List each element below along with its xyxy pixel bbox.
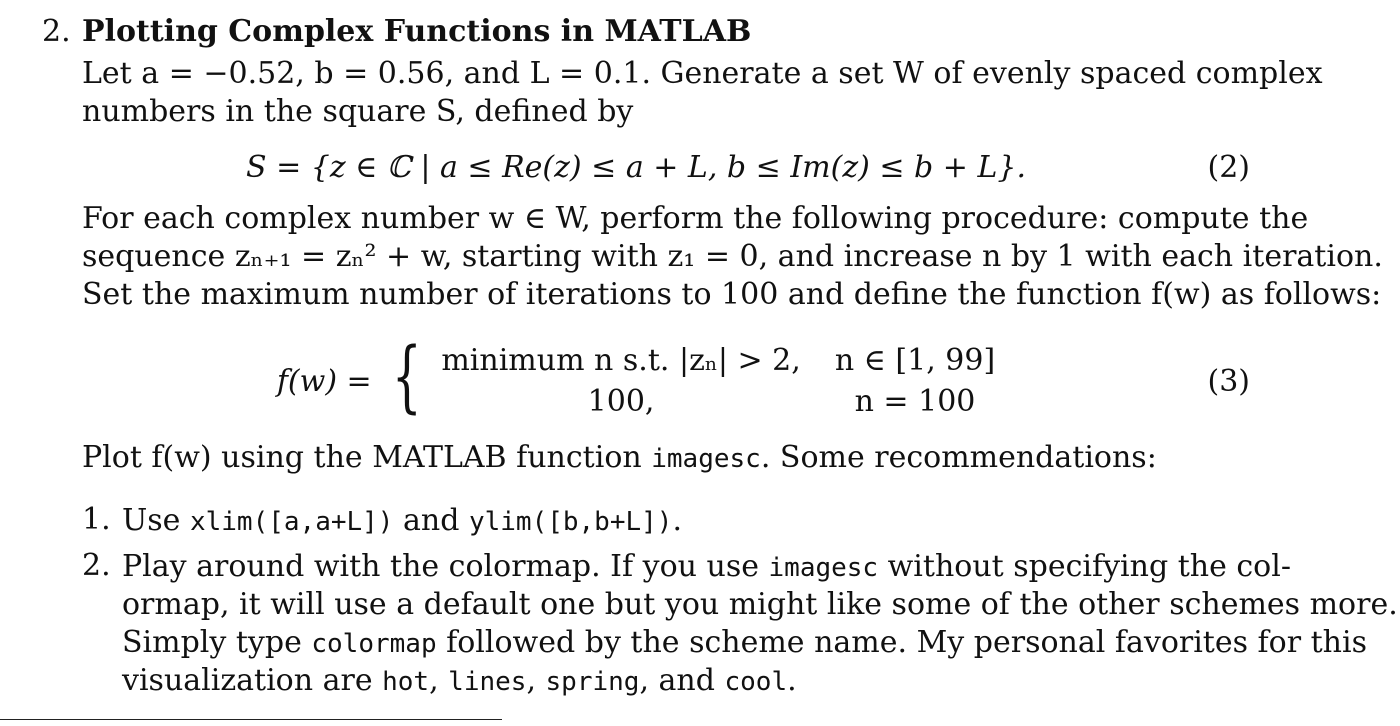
case-1-value: minimum n s.t. |zₙ| > 2, [441, 343, 801, 378]
footnote-rule [0, 719, 502, 720]
piecewise-definition [276, 332, 996, 422]
list-item-2-line-2: ormap, it will use a default one but you might like some of the other schemes more. [122, 587, 1398, 622]
list-2-l4-a: visualization are [122, 663, 383, 698]
list-item-1 [82, 502, 1250, 542]
list-1-use: Use [122, 503, 190, 538]
list-number-2: 2. [82, 548, 111, 583]
equation-3-number: (3) [1207, 363, 1250, 399]
code-ylim: ylim([b,b+L]) [468, 507, 673, 537]
list-2-l1-a: Play around with the colormap. If you use [122, 549, 769, 584]
equation-3-lhs: f(w) = [276, 363, 372, 399]
list-1-and: and [393, 503, 469, 538]
list-item-2-line-4 [122, 662, 1250, 701]
procedure-line-1: For each complex number w ∈ W, perform the following procedure: compute the [82, 201, 1309, 236]
list-item-2-line-3 [122, 624, 1367, 663]
code-lines: lines [448, 667, 527, 697]
procedure-line-3: Set the maximum number of iterations to 100 and define the function f(w) as follows: [82, 277, 1382, 312]
list-1-end: . [672, 503, 682, 538]
code-spring: spring [545, 667, 640, 697]
intro-line-1: Let a = −0.52, b = 0.56, and L = 0.1. Generate a set W of evenly spaced complex [82, 56, 1323, 91]
plot-instruction [82, 440, 1157, 475]
equation-3 [82, 332, 1250, 426]
list-2-sep-1: , [429, 663, 449, 698]
code-cool: cool [724, 667, 788, 697]
list-2-end: . [787, 663, 797, 698]
code-imagesc-2: imagesc [768, 553, 879, 583]
equation-2 [82, 145, 1250, 189]
list-2-l3-b: followed by the scheme name. My personal favorites for this [436, 625, 1367, 660]
list-2-l1-b: without specifying the col- [878, 549, 1291, 584]
list-2-sep-2: , [526, 663, 546, 698]
equation-3-body [82, 332, 1190, 422]
equation-2-body: S = {z ∈ ℂ | a ≤ Re(z) ≤ a + L, b ≤ Im(z) ≤ b + L}. [245, 149, 1027, 185]
list-2-sep-3: , and [639, 663, 725, 698]
case-2-condition: n = 100 [854, 384, 976, 419]
list-item-2 [82, 548, 1398, 708]
case-2-value: 100, [587, 384, 655, 419]
procedure-line-2: sequence zₙ₊₁ = zₙ² + w, starting with z₁ = 0, and increase n by 1 with each iteration. [82, 239, 1383, 274]
cases-grid [441, 343, 995, 419]
plot-instruction-tail: . Some recommendations: [760, 440, 1157, 475]
plot-instruction-text: Plot f(w) using the MATLAB function [82, 440, 652, 475]
section-title: Plotting Complex Functions in MATLAB [82, 14, 752, 49]
code-imagesc: imagesc [651, 444, 761, 474]
list-number-1: 1. [82, 502, 111, 537]
equation-2-number: (2) [1207, 149, 1250, 185]
section-number: 2. [42, 14, 71, 49]
code-hot: hot [382, 667, 430, 697]
case-1-condition: n ∈ [1, 99] [834, 343, 996, 378]
code-xlim: xlim([a,a+L]) [189, 507, 394, 537]
left-brace: { [391, 332, 422, 422]
list-2-l3-a: Simply type [122, 625, 312, 660]
code-colormap: colormap [311, 629, 437, 659]
list-item-2-line-1 [122, 548, 1291, 587]
intro-line-2: numbers in the square S, defined by [82, 94, 634, 129]
list-item-1-text [122, 502, 1250, 541]
